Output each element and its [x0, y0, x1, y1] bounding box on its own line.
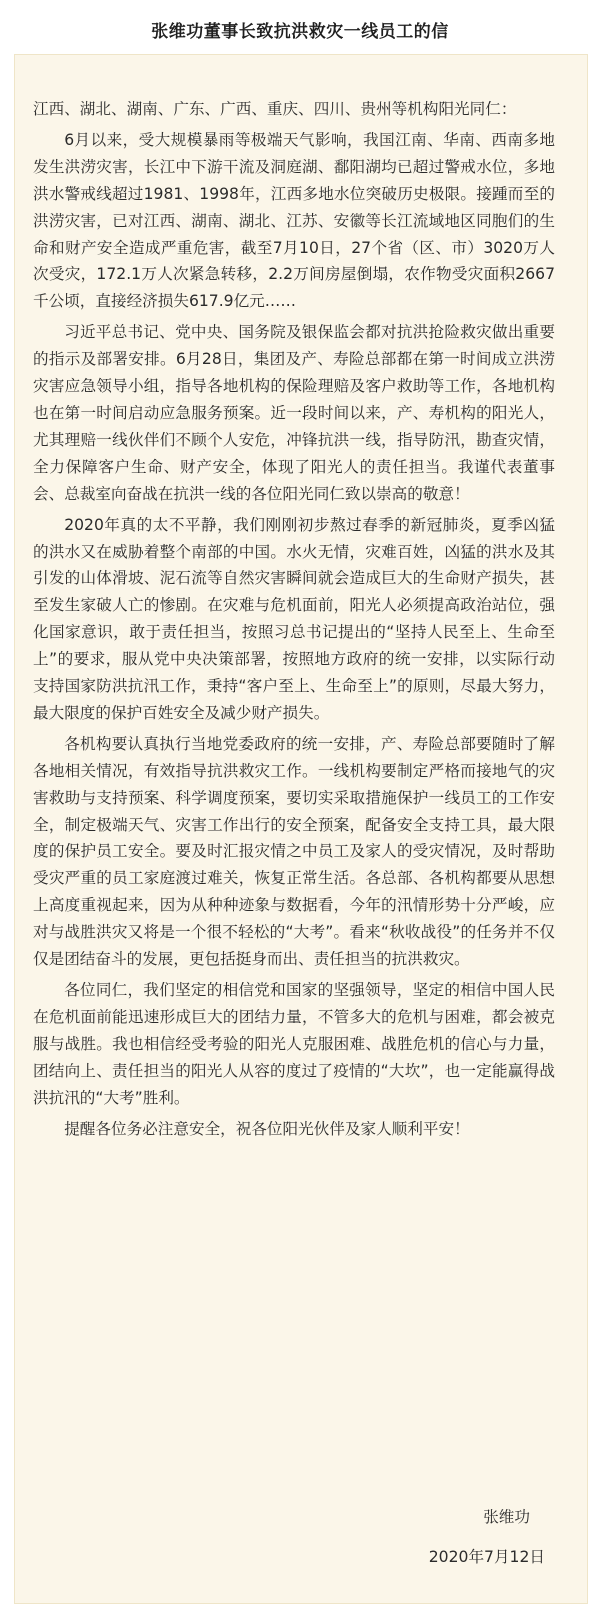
paragraph-confidence: 各位同仁，我们坚定的相信党和国家的坚强领导，坚定的相信中国人民在危机面前能迅速形成巨大的团结力量，不管多大的危机与困难，都会被克服与战胜。我也相信经受考验的阳光人克服困难、战胜危机的信心与力量，团结向上、责任担当的阳光人从容的度过了疫情的“大坎”，也一定能赢得战洪抗汛的“大考”胜利。	[33, 981, 555, 1107]
letter-date: 2020年7月12日	[428, 1548, 545, 1566]
paragraph-safety-reminder: 提醒各位务必注意安全，祝各位阳光伙伴及家人顺利平安！	[64, 1119, 470, 1138]
letter-greeting: 江西、湖北、湖南、广东、广西、重庆、四川、贵州等机构阳光同仁：	[33, 100, 517, 118]
paragraph-flood-situation: 6月以来，受大规模暴雨等极端天气影响，我国江南、华南、西南多地发生洪涝灾害，长江中下游干流及洞庭湖、鄱阳湖均已超过警戒水位，多地洪水警戒线超过1981、1998年，江西多地水位突破历史极限。接踵而至的洪涝灾害，已对江西、湖南、湖北、江苏、安徽等长江流域地区同胞们的生命和财产安全造成严重危害，截至7月10日，27个省（区、市）3020万人次受灾，172.1万人次紧急转移，2.2万间房屋倒塌，农作物受灾面积2667千公顷，直接经济损失617.9亿元……	[33, 130, 555, 311]
paragraph-2020: 2020年真的太不平静，我们刚刚初步熬过春季的新冠肺炎，夏季凶猛的洪水又在威胁着整个南部的中国。水火无情，灾难百姓，凶猛的洪水及其引发的山体滑坡、泥石流等自然灾害瞬间就会造成巨大的生命财产损失，甚至发生家破人亡的惨剧。在灾难与危机面前，阳光人必须提高政治站位，强化国家意识，敢于责任担当，按照习总书记提出的“坚持人民至上、生命至上”的要求，服从党中央决策部署，按照地方政府的统一安排，以实际行动支持国家防洪抗汛工作，秉持“客户至上、生命至上”的原则，尽最大努力，最大限度的保护百姓安全及减少财产损失。	[33, 515, 555, 722]
signature-name: 张维功	[483, 1508, 530, 1526]
paragraph-response: 习近平总书记、党中央、国务院及银保监会都对抗洪抢险救灾做出重要的指示及部署安排。6月28日，集团及产、寿险总部都在第一时间成立洪涝灾害应急领导小组，指导各地机构的保险理赔及客户救助等工作，各地机构也在第一时间启动应急服务预案。近一段时间以来，产、寿机构的阳光人，尤其理赔一线伙伴们不顾个人安危，冲锋抗洪一线，指导防汛，勘查灾情，全力保障客户生命、财产安全，体现了阳光人的责任担当。我谨代表董事会、总裁室向奋战在抗洪一线的各位阳光同仁致以崇高的敬意！	[33, 323, 555, 503]
paragraph-instructions: 各机构要认真执行当地党委政府的统一安排，产、寿险总部要随时了解各地相关情况，有效指导抗洪救灾工作。一线机构要制定严格而接地气的灾害救助与支持预案、科学调度预案，要切实采取措施保护一线员工的工作安全，制定极端天气、灾害工作出行的安全预案，配备安全支持工具，最大限度的保护员工安全。要及时汇报灾情之中员工及家人的受灾情况，及时帮助受灾严重的员工家庭渡过难关，恢复正常生活。各总部、各机构都要从思想上高度重视起来，因为从种种迹象与数据看，今年的汛情形势十分严峻，应对与战胜洪灾又将是一个很不轻松的“大考”。看来“秋收战役”的任务并不仅仅是团结奋斗的发展，更包括挺身而出、责任担当的抗洪救灾。	[33, 734, 555, 969]
page-title: 张维功董事长致抗洪救灾一线员工的信	[151, 22, 449, 43]
letter-body	[33, 96, 555, 1142]
